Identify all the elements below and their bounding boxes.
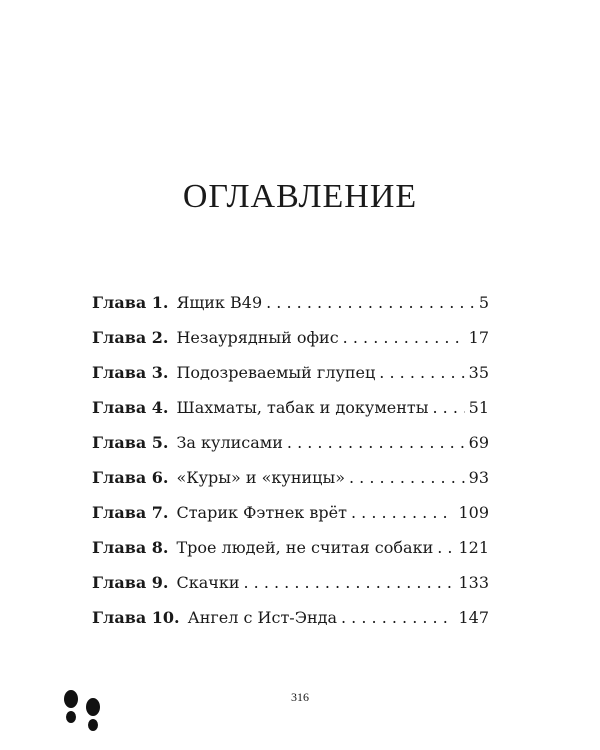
dot-leader bbox=[351, 503, 454, 523]
page-number: 109 bbox=[458, 503, 489, 522]
dot-leader bbox=[432, 398, 464, 418]
chapter-title: Ангел с Ист-Энда bbox=[187, 608, 337, 627]
chapter-number: Глава 5. bbox=[92, 433, 169, 452]
table-of-contents bbox=[92, 293, 489, 643]
chapter-title: Трое людей, не считая собаки bbox=[176, 538, 434, 557]
dot-leader bbox=[341, 608, 454, 628]
page-number: 93 bbox=[468, 468, 489, 487]
chapter-number: Глава 1. bbox=[92, 293, 169, 312]
page-number: 69 bbox=[468, 433, 489, 452]
chapter-number: Глава 3. bbox=[92, 363, 169, 382]
toc-entry[interactable] bbox=[92, 398, 489, 433]
page-number: 17 bbox=[468, 328, 489, 347]
toc-entry[interactable] bbox=[92, 538, 489, 573]
dot-leader bbox=[437, 538, 454, 558]
chapter-number: Глава 7. bbox=[92, 503, 169, 522]
toc-entry[interactable] bbox=[92, 573, 489, 608]
chapter-number: Глава 10. bbox=[92, 608, 180, 627]
dot-leader bbox=[379, 363, 464, 383]
chapter-title: Скачки bbox=[176, 573, 240, 592]
chapter-title: Ящик В49 bbox=[176, 293, 263, 312]
chapter-number: Глава 2. bbox=[92, 328, 169, 347]
page-number: 147 bbox=[458, 608, 489, 627]
toc-entry[interactable] bbox=[92, 433, 489, 468]
chapter-title: Незаурядный офис bbox=[176, 328, 339, 347]
toc-entry[interactable] bbox=[92, 608, 489, 643]
toc-entry[interactable] bbox=[92, 363, 489, 398]
dot-leader bbox=[243, 573, 454, 593]
page-number: 121 bbox=[458, 538, 489, 557]
page-title: ОГЛАВЛЕНИЕ bbox=[182, 178, 418, 215]
chapter-title: Старик Фэтнек врёт bbox=[176, 503, 347, 522]
chapter-number: Глава 9. bbox=[92, 573, 169, 592]
toc-entry[interactable] bbox=[92, 328, 489, 363]
page-number: 51 bbox=[468, 398, 489, 417]
dot-leader bbox=[349, 468, 465, 488]
toc-entry[interactable] bbox=[92, 503, 489, 538]
toc-entry[interactable] bbox=[92, 293, 489, 328]
toc-entry[interactable] bbox=[92, 468, 489, 503]
dot-leader bbox=[343, 328, 465, 348]
page-number: 35 bbox=[468, 363, 489, 382]
chapter-title: «Куры» и «куницы» bbox=[176, 468, 345, 487]
chapter-title: За кулисами bbox=[176, 433, 283, 452]
chapter-number: Глава 8. bbox=[92, 538, 169, 557]
page-folio: 316 bbox=[291, 690, 309, 704]
page-number: 5 bbox=[478, 293, 489, 312]
chapter-number: Глава 4. bbox=[92, 398, 169, 417]
page-number: 133 bbox=[458, 573, 489, 592]
chapter-title: Шахматы, табак и документы bbox=[176, 398, 429, 417]
dot-leader bbox=[266, 293, 475, 313]
dot-leader bbox=[287, 433, 465, 453]
chapter-title: Подозреваемый глупец bbox=[176, 363, 376, 382]
chapter-number: Глава 6. bbox=[92, 468, 169, 487]
